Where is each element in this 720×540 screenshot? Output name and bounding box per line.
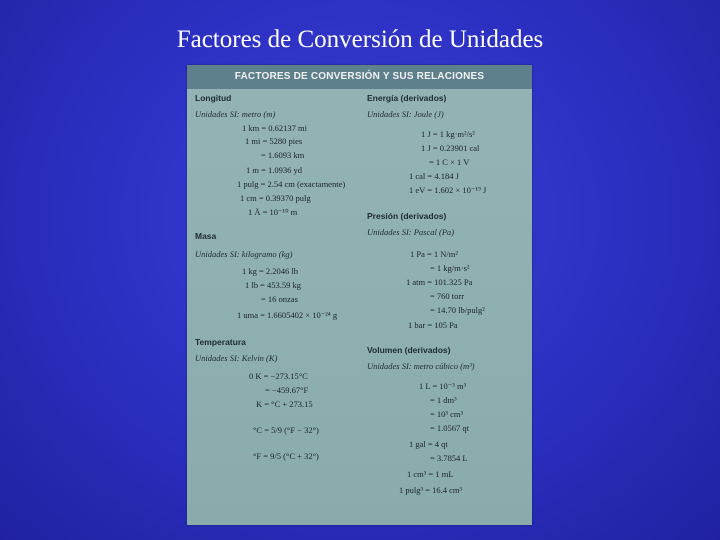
conversion-table-image (187, 65, 532, 525)
units-temperatura: Unidades SI: Kelvin (K) (195, 353, 278, 363)
equation-row: 1 Pa = 1 N/m² (410, 249, 458, 259)
equation-row: 1 Å = 10⁻¹⁰ m (248, 207, 298, 217)
equation-row: = 16 onzas (261, 294, 298, 304)
table-header: FACTORES DE CONVERSIÓN Y SUS RELACIONES (187, 65, 532, 89)
equation-row: = 10³ cm³ (430, 409, 464, 419)
equation-row: 1 L = 10⁻³ m³ (419, 381, 467, 391)
equation-row: = 1.0567 qt (430, 423, 470, 433)
equation-row: = 1 kg/m·s² (430, 263, 470, 273)
equation-row: K = °C + 273.15 (256, 399, 313, 409)
equation-row: 1 uma = 1.6605402 × 10⁻²⁴ g (237, 310, 338, 320)
equation-row: 1 m = 1.0936 yd (246, 165, 303, 175)
equation-row: 1 eV = 1.602 × 10⁻¹⁹ J (409, 185, 487, 195)
slide-title: Factores de Conversión de Unidades (176, 26, 544, 53)
equation-row: 1 J = 0.23901 cal (421, 143, 480, 153)
equation-row: = 1 C × 1 V (429, 157, 470, 167)
equation-row: 0 K = −273.15°C (249, 371, 308, 381)
equation-row: 1 bar = 105 Pa (408, 320, 458, 330)
units-longitud: Unidades SI: metro (m) (195, 109, 276, 119)
equation-row: 1 lb = 453.59 kg (245, 280, 302, 290)
section-heading-energia: Energía (derivados) (367, 93, 447, 103)
units-presion: Unidades SI: Pascal (Pa) (367, 227, 455, 237)
equation-row: 1 cal = 4.184 J (409, 171, 459, 181)
equation-row: 1 pulg³ = 16.4 cm³ (399, 485, 463, 495)
equation-row: = 3.7854 L (430, 453, 468, 463)
equation-row: 1 mi = 5280 pies (245, 136, 303, 146)
units-volumen: Unidades SI: metro cúbico (m³) (367, 361, 475, 371)
section-heading-presion: Presión (derivados) (367, 211, 447, 221)
equation-row: 1 gal = 4 qt (409, 439, 448, 449)
equation-row: 1 atm = 101.325 Pa (406, 277, 473, 287)
equation-row: 1 km = 0.62137 mi (242, 123, 308, 133)
equation-row: 1 cm³ = 1 mL (407, 469, 454, 479)
units-energia: Unidades SI: Joule (J) (367, 109, 444, 119)
section-heading-temperatura: Temperatura (195, 337, 246, 347)
equation-row: = 760 torr (430, 291, 465, 301)
equation-row: 1 pulg = 2.54 cm (exactamente) (237, 179, 346, 189)
equation-row: = 14.70 lb/pulg² (430, 305, 485, 315)
equation-row: 1 cm = 0.39370 pulg (240, 193, 311, 203)
equation-row: °C = 5/9 (°F − 32°) (253, 425, 319, 435)
equation-row: °F = 9/5 (°C + 32°) (253, 451, 319, 461)
equation-row: 1 kg = 2.2046 lb (242, 266, 299, 276)
equation-row: 1 J = 1 kg·m²/s² (421, 129, 475, 139)
equation-row: = −459.67°F (265, 385, 309, 395)
section-heading-masa: Masa (195, 231, 217, 241)
equation-row: = 1 dm³ (430, 395, 457, 405)
units-masa: Unidades SI: kilogramo (kg) (195, 249, 293, 259)
section-heading-longitud: Longitud (195, 93, 232, 103)
section-heading-volumen: Volumen (derivados) (367, 345, 451, 355)
equation-row: = 1.6093 km (261, 150, 305, 160)
